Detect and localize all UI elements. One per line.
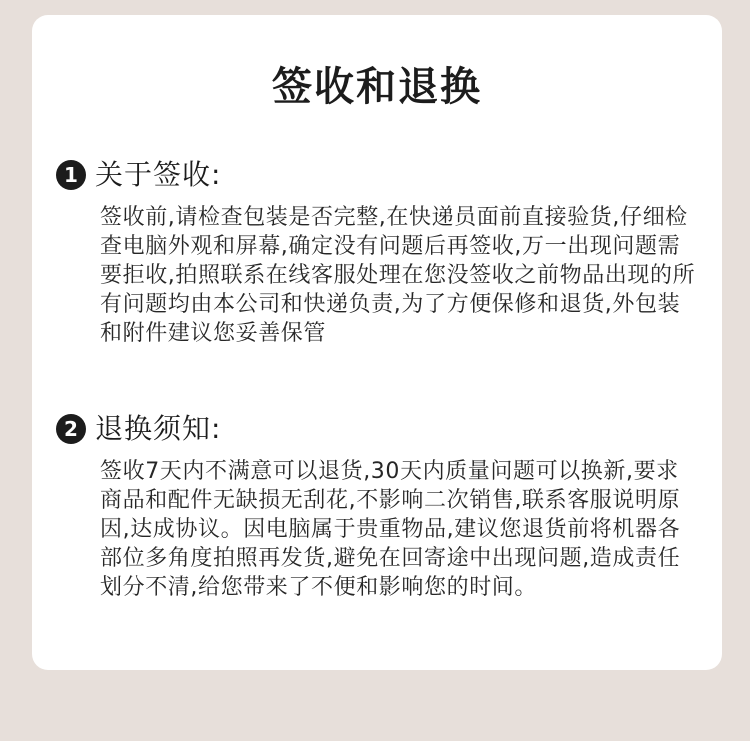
number-two-badge-icon: 2 bbox=[56, 414, 86, 444]
section-heading-text: 退换须知: bbox=[95, 412, 222, 445]
section-heading-text: 关于签收: bbox=[95, 158, 222, 191]
page-title: 签收和退换 bbox=[272, 64, 482, 110]
number-one-badge-icon: 1 bbox=[56, 160, 86, 190]
section-heading bbox=[56, 412, 706, 446]
section-body-text: 签收7天内不满意可以退货,30天内质量问题可以换新,要求商品和配件无缺损无刮花,不影响二次销售,联系客服说明原因,达成协议。因电脑属于贵重物品,建议您退货前将机器各部位多角度拍照再发货,避免在回寄途中出现问题,造成责任划分不清,给您带来了不便和影响您的时间。 bbox=[100, 459, 681, 600]
section-heading bbox=[56, 158, 706, 192]
section-signing bbox=[56, 158, 706, 348]
info-card bbox=[32, 15, 722, 670]
section-return-exchange bbox=[56, 412, 706, 602]
section-body-text: 签收前,请检查包装是否完整,在快递员面前直接验货,仔细检查电脑外观和屏幕,确定没有问题后再签收,万一出现问题需要拒收,拍照联系在线客服处理在您没签收之前物品出现的所有问题均由本公司和快递负责,为了方便保修和退货,外包装和附件建议您妥善保管 bbox=[100, 205, 696, 346]
